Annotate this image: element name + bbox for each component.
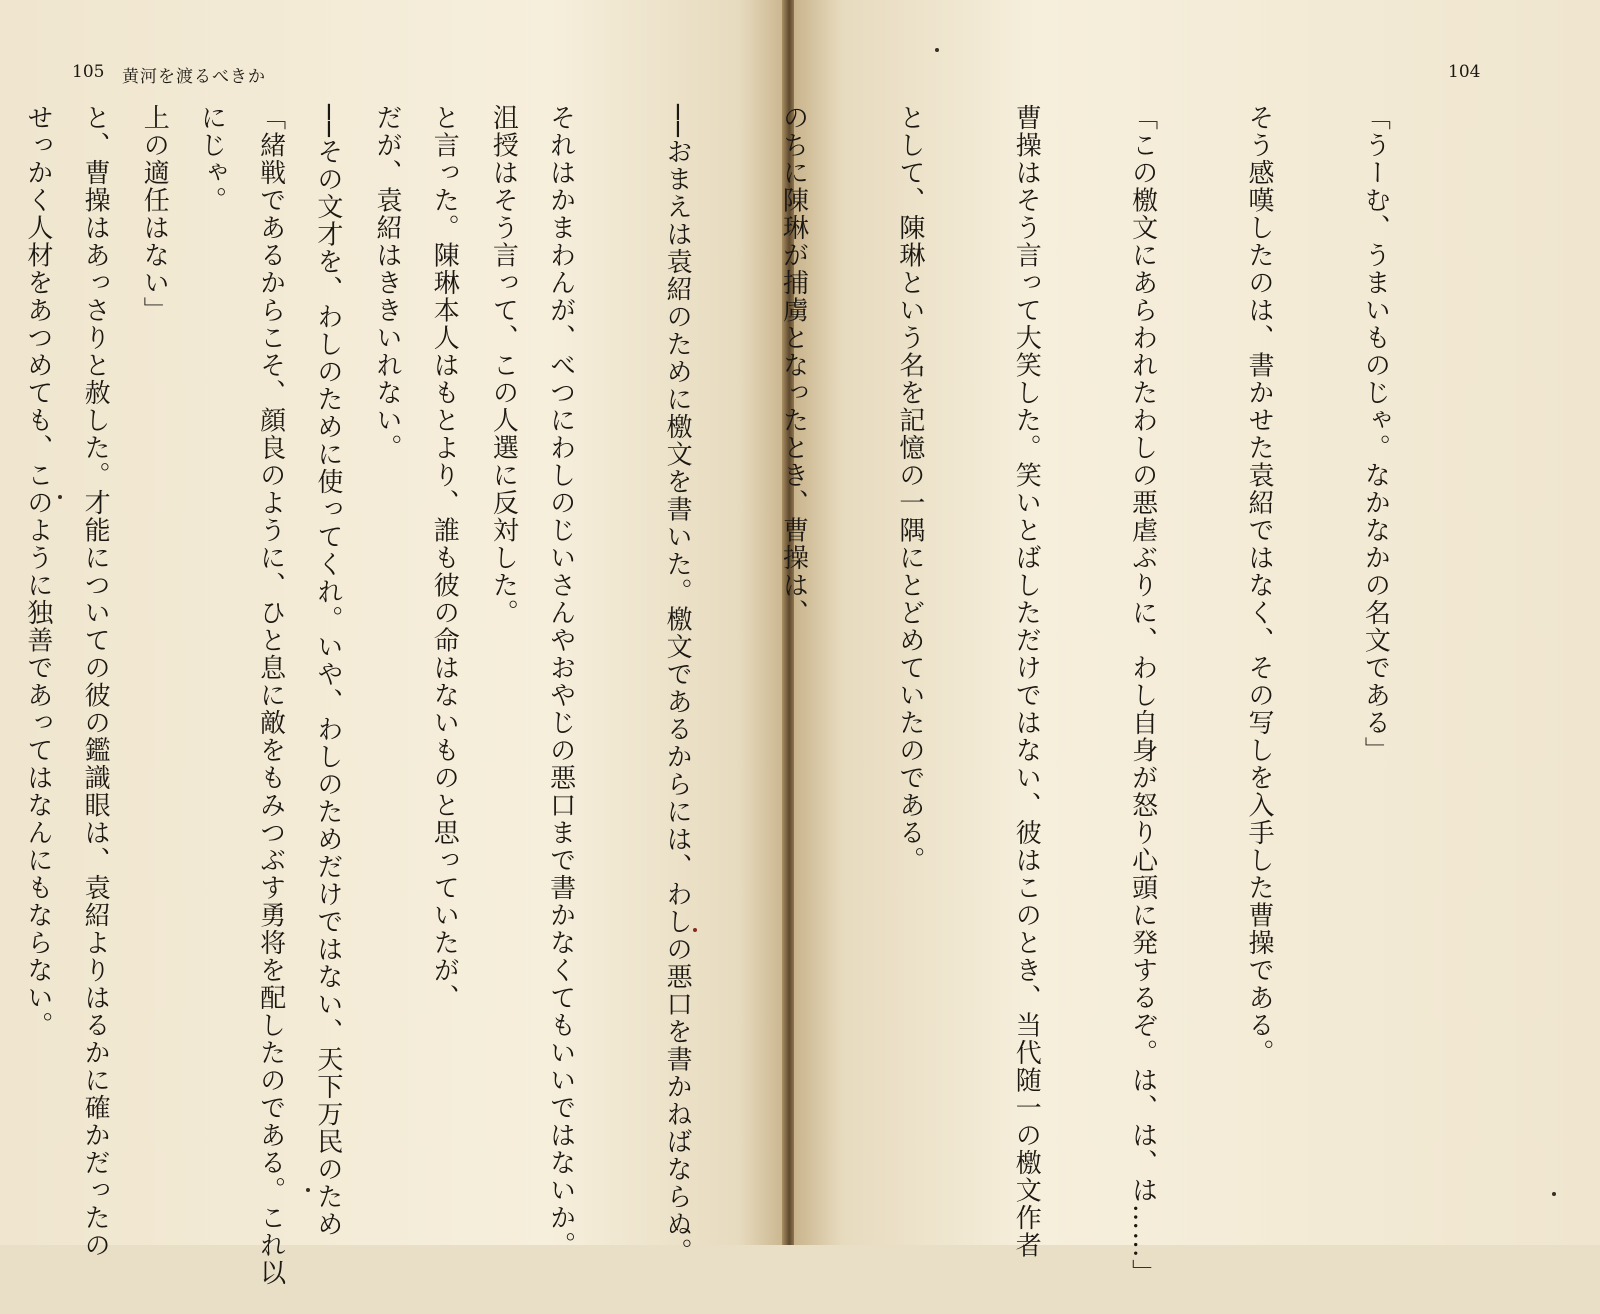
text-column: せっかく人材をあつめても、このように独善であってはなんにもならない。 [22,104,53,1039]
paper-speck [306,1188,310,1192]
text-column: 上の適任はない」 [139,104,170,324]
paper-speck [58,495,62,499]
left-page-body [20,104,600,1287]
text-column: そう感嘆したのは、書かせた袁紹ではなく、その写しを入手した曹操である。 [1244,104,1275,1067]
right-page-number: 104 [1448,62,1481,82]
text-column: 沮授はそう言って、この人選に反対した。 [488,104,519,627]
text-column: 「緒戦であるからこそ、顔良のように、ひと息に敵をもみつぶす勇将を配したのである。これ以 [255,104,286,1287]
text-column: にじゃ。 [196,104,227,214]
text-column: 「この檄文にあらわれたわしの悪虐ぶりに、わし自身が怒り心頭に発するぞ。は、は、は……」 [1127,104,1158,1287]
text-column: ──おまえは袁紹のために檄文を書いた。檄文であるからには、わしの悪口を書かねばならぬ。 [662,104,693,1266]
running-title: 黄河を渡るべきか [122,67,266,87]
text-column: のちに陳琳が捕虜となったとき、曹操は、 [778,104,809,627]
left-page-number: 105 [72,62,105,82]
paper-speck [1552,1192,1556,1196]
text-column: と言った。陳琳本人はもとより、誰も彼の命はないものと思っていたが、 [429,104,460,1012]
text-column: と、曹操はあっさりと赦した。才能についての彼の鑑識眼は、袁紹よりはるかに確かだったの [80,104,111,1259]
text-column: 曹操はそう言って大笑した。笑いとばしただけではない、彼はこのとき、当代随一の檄文作者 [1011,104,1042,1259]
text-column: それはかまわんが、べつにわしのじいさんやおやじの悪口まで書かなくてもいいではないか。 [545,104,576,1259]
text-column: ──その文才を、わしのために使ってくれ。いや、わしのためだけではない、天下万民のため [312,104,343,1239]
text-column: だが、袁紹はききいれない。 [372,104,403,462]
text-column: 「うーむ、うまいものじゃ。なかなかの名文である」 [1360,104,1391,764]
text-column: として、陳琳という名を記憶の一隅にとどめていたのである。 [894,104,925,874]
paper-speck [693,928,697,932]
paper-speck [935,48,939,52]
